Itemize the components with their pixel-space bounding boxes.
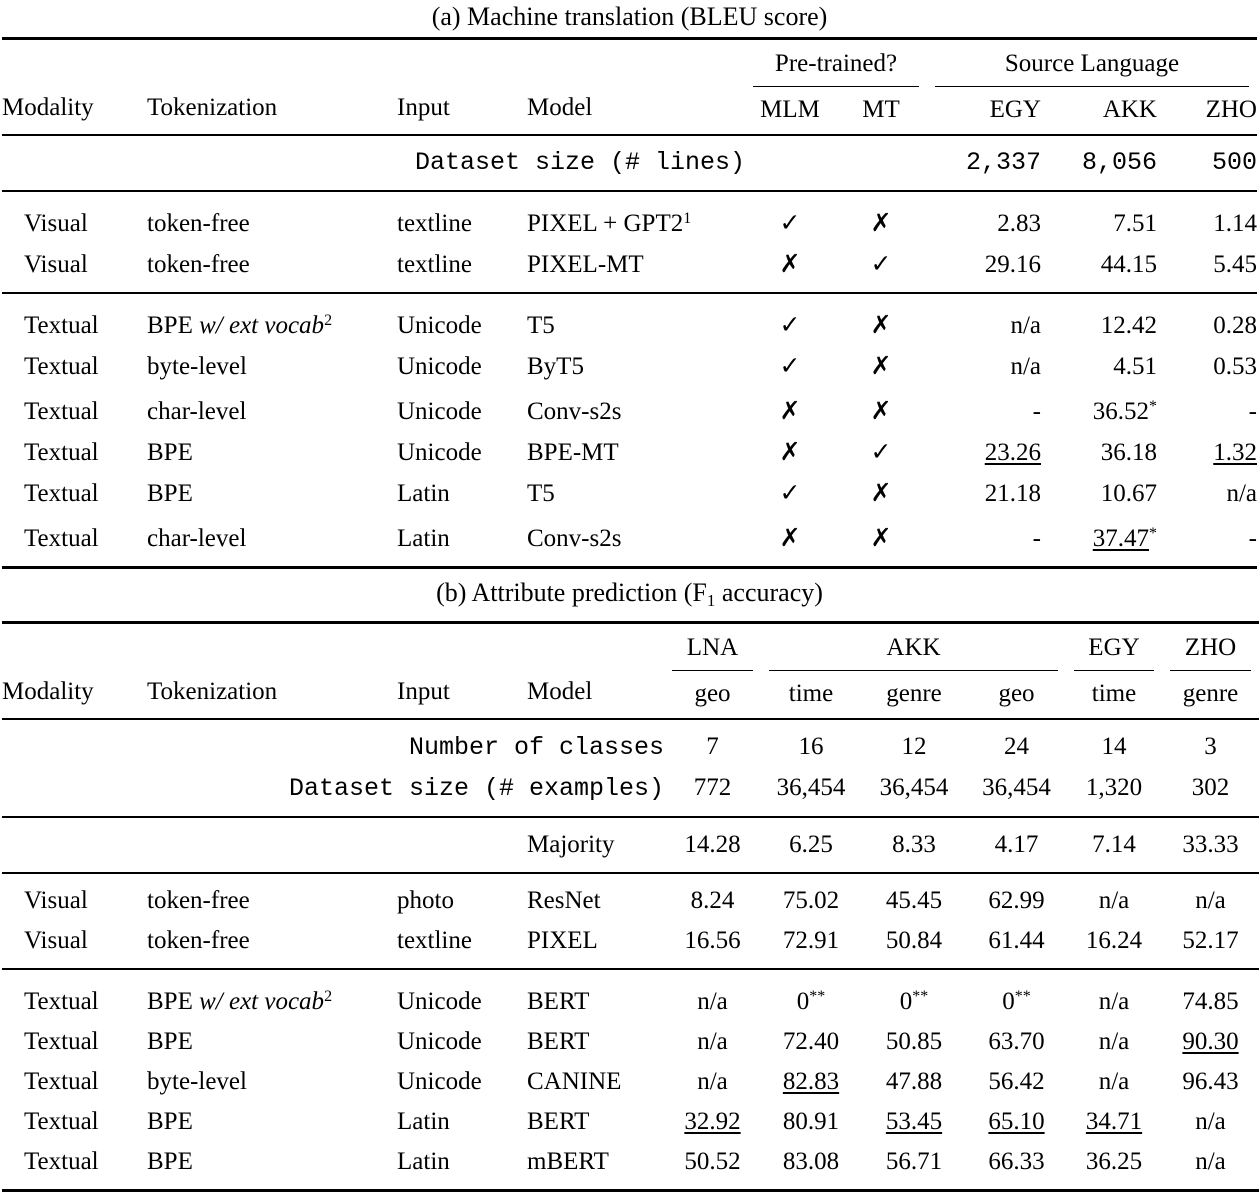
- cross-icon: ✗: [835, 473, 927, 514]
- cross-icon: ✗: [745, 387, 835, 432]
- cell-modality: Textual: [2, 1062, 147, 1102]
- table-b: [2, 621, 1259, 1192]
- cell-tokenization: BPE w/ ext vocab$^2$: [147, 977, 397, 1022]
- group-header-source-language-label: Source Language: [935, 47, 1249, 87]
- cell-egy-time: n/a: [1066, 881, 1162, 921]
- cell-akk-geo: 56.42: [967, 1062, 1066, 1102]
- cell-akk-geo: 62.99: [967, 881, 1066, 921]
- cell-modality: Visual: [2, 244, 147, 285]
- spacer: [2, 40, 1257, 47]
- col-header-akk: AKK: [1041, 87, 1157, 127]
- cell-tokenization: BPE: [147, 1102, 397, 1142]
- cross-icon: ✗: [835, 346, 927, 387]
- cell-input: Unicode: [397, 387, 527, 432]
- cell-model: Conv-s2s: [527, 514, 745, 559]
- number-of-classes-akk-geo: 24: [967, 727, 1066, 768]
- spacer: [2, 136, 1257, 143]
- cell-egy-time: n/a: [1066, 1022, 1162, 1062]
- cell-input: Unicode: [397, 1062, 527, 1102]
- spacer: [2, 711, 1259, 719]
- table-a-body: [2, 39, 1257, 570]
- cell-model: BPE-MT: [527, 432, 745, 473]
- table-row: [2, 387, 1257, 432]
- spacer: [2, 818, 1259, 825]
- cell-egy-time: n/a: [1066, 1062, 1162, 1102]
- cell-lna-geo: 8.24: [664, 881, 761, 921]
- cell-modality: Textual: [2, 1022, 147, 1062]
- table-row: [2, 1102, 1259, 1142]
- cell-model: Majority: [527, 825, 664, 865]
- cell-model: ByT5: [527, 346, 745, 387]
- cell-zho: n/a: [1157, 473, 1257, 514]
- cell-egy-time: 34.71: [1066, 1102, 1162, 1142]
- dataset-size-zho: 500: [1157, 143, 1257, 183]
- spacer: [2, 809, 1259, 817]
- cross-icon: ✗: [835, 514, 927, 559]
- cell-akk-time: 80.91: [761, 1102, 861, 1142]
- cell-modality: Visual: [2, 921, 147, 961]
- col-header-akk-geo: geo: [967, 671, 1066, 711]
- cell-akk-genre: 50.85: [861, 1022, 967, 1062]
- cell-zho: -: [1157, 514, 1257, 559]
- dataset-size-akk-geo: 36,454: [967, 768, 1066, 809]
- table-row: [2, 977, 1259, 1022]
- spacer: [2, 970, 1259, 977]
- cell-zho-genre: 74.85: [1162, 977, 1259, 1022]
- cell-akk-genre: 45.45: [861, 881, 967, 921]
- spacer: [2, 961, 1259, 969]
- dataset-size-akk-time: 36,454: [761, 768, 861, 809]
- cell-tokenization: token-free: [147, 921, 397, 961]
- cell-model: PIXEL: [527, 921, 664, 961]
- cell-modality: Visual: [2, 881, 147, 921]
- cell-akk-time: 75.02: [761, 881, 861, 921]
- spacer: [2, 183, 1257, 191]
- table-b-caption-pre: (b) Attribute prediction (F: [436, 578, 707, 607]
- table-a-group-header-row: [2, 47, 1257, 87]
- cell-akk-time: 72.91: [761, 921, 861, 961]
- cell-akk: 36.18: [1041, 432, 1157, 473]
- cross-icon: ✗: [745, 244, 835, 285]
- col-header-zho: ZHO: [1157, 87, 1257, 127]
- table-row: [2, 244, 1257, 285]
- cell-zho-genre: n/a: [1162, 881, 1259, 921]
- group-header-akk: [761, 631, 1066, 671]
- group-header-source-language: [927, 47, 1257, 87]
- cell-zho-genre: n/a: [1162, 1102, 1259, 1142]
- cell-model: mBERT: [527, 1142, 664, 1182]
- check-icon: ✓: [745, 199, 835, 244]
- cell-lna-geo: 16.56: [664, 921, 761, 961]
- group-header-zho-label: ZHO: [1170, 631, 1251, 671]
- cell-modality: Textual: [2, 977, 147, 1022]
- cell-zho-genre: 52.17: [1162, 921, 1259, 961]
- cell-egy-time: 16.24: [1066, 921, 1162, 961]
- cell-egy: -: [927, 387, 1041, 432]
- cell-input: Unicode: [397, 977, 527, 1022]
- dataset-size-label: Dataset size (# lines): [2, 143, 745, 183]
- group-header-akk-label: AKK: [769, 631, 1058, 671]
- check-icon: ✓: [835, 432, 927, 473]
- table-row: [2, 346, 1257, 387]
- cell-zho: 0.28: [1157, 301, 1257, 346]
- majority-zho-genre: 33.33: [1162, 825, 1259, 865]
- dataset-size-lna-geo: 772: [664, 768, 761, 809]
- table-row: [2, 199, 1257, 244]
- group-header-pretrained: [745, 47, 927, 87]
- cell-akk: 12.42: [1041, 301, 1157, 346]
- cross-icon: ✗: [835, 301, 927, 346]
- cell-model: T5: [527, 301, 745, 346]
- number-of-classes-lna-geo: 7: [664, 727, 761, 768]
- col-header-egy-time: time: [1066, 671, 1162, 711]
- cell-tokenization: token-free: [147, 244, 397, 285]
- cell-model: T5: [527, 473, 745, 514]
- table-b-body: [2, 623, 1259, 1192]
- col-header-akk-time: time: [761, 671, 861, 711]
- spacer: [2, 192, 1257, 199]
- cell-akk: 7.51: [1041, 199, 1157, 244]
- cell-lna-geo: 32.92: [664, 1102, 761, 1142]
- cell-akk-geo: 61.44: [967, 921, 1066, 961]
- table-row: [2, 921, 1259, 961]
- cell-egy: 2.83: [927, 199, 1041, 244]
- cell-model: BERT: [527, 977, 664, 1022]
- cell-egy: n/a: [927, 301, 1041, 346]
- cell-modality: Textual: [2, 1102, 147, 1142]
- table-row: [2, 881, 1259, 921]
- cell-egy-time: 36.25: [1066, 1142, 1162, 1182]
- dataset-size-zho-genre: 302: [1162, 768, 1259, 809]
- cell-akk-genre: 50.84: [861, 921, 967, 961]
- table-a-dataset-size-row: [2, 143, 1257, 183]
- cell-akk-time: 83.08: [761, 1142, 861, 1182]
- majority-lna-geo: 14.28: [664, 825, 761, 865]
- dataset-size-akk-genre: 36,454: [861, 768, 967, 809]
- cell-akk-genre: 0**: [861, 977, 967, 1022]
- check-icon: ✓: [745, 301, 835, 346]
- cell-zho-genre: 96.43: [1162, 1062, 1259, 1102]
- cell-tokenization: BPE: [147, 432, 397, 473]
- cell-tokenization: BPE: [147, 473, 397, 514]
- cell-model: PIXEL + $GPT2^1$: [527, 199, 745, 244]
- cross-icon: ✗: [745, 432, 835, 473]
- cell-egy: 21.18: [927, 473, 1041, 514]
- spacer: [2, 127, 1257, 135]
- col-header-modality: Modality: [2, 47, 147, 127]
- cell-tokenization: BPE w/ ext vocab$^2$: [147, 301, 397, 346]
- number-of-classes-label: Number of classes: [2, 727, 664, 768]
- cross-icon: ✗: [745, 514, 835, 559]
- cell-lna-geo: 50.52: [664, 1142, 761, 1182]
- number-of-classes-akk-time: 16: [761, 727, 861, 768]
- cell-tokenization: BPE: [147, 1022, 397, 1062]
- cell-tokenization: token-free: [147, 199, 397, 244]
- table-b-majority-row: [2, 825, 1259, 865]
- table-row: [2, 473, 1257, 514]
- majority-akk-geo: 4.17: [967, 825, 1066, 865]
- col-header-input: Input: [397, 47, 527, 127]
- cell-akk-genre: 53.45: [861, 1102, 967, 1142]
- cell-input: Latin: [397, 1102, 527, 1142]
- check-icon: ✓: [745, 346, 835, 387]
- table-b-number-of-classes-row: [2, 727, 1259, 768]
- cell-lna-geo: n/a: [664, 1062, 761, 1102]
- spacer: [2, 294, 1257, 301]
- table-b-group-header-row: [2, 631, 1259, 671]
- table-b-caption-post: accuracy): [715, 578, 823, 607]
- cell-egy: 29.16: [927, 244, 1041, 285]
- cell-model: BERT: [527, 1022, 664, 1062]
- col-header-input: Input: [397, 631, 527, 711]
- col-header-tokenization: Tokenization: [147, 47, 397, 127]
- spacer: [2, 1182, 1259, 1191]
- table-row: [2, 514, 1257, 559]
- cell-input: textline: [397, 199, 527, 244]
- cell-akk-geo: 0**: [967, 977, 1066, 1022]
- cell-zho: 1.32: [1157, 432, 1257, 473]
- dataset-size-akk: 8,056: [1041, 143, 1157, 183]
- cell-lna-geo: n/a: [664, 977, 761, 1022]
- col-header-lna-geo: geo: [664, 671, 761, 711]
- cell-akk-geo: 65.10: [967, 1102, 1066, 1142]
- dataset-size-egy-time: 1,320: [1066, 768, 1162, 809]
- group-header-lna-label: LNA: [672, 631, 753, 671]
- spacer: [2, 285, 1257, 293]
- group-header-lna: [664, 631, 761, 671]
- cell-modality: Textual: [2, 514, 147, 559]
- table-b-caption-subscript: 1: [707, 591, 716, 610]
- cell-akk-genre: 56.71: [861, 1142, 967, 1182]
- cell-zho-genre: n/a: [1162, 1142, 1259, 1182]
- cell-modality: Textual: [2, 473, 147, 514]
- cell-zho: 5.45: [1157, 244, 1257, 285]
- cell-akk: 44.15: [1041, 244, 1157, 285]
- col-header-akk-genre: genre: [861, 671, 967, 711]
- cell-tokenization: byte-level: [147, 1062, 397, 1102]
- cell-egy: -: [927, 514, 1041, 559]
- table-row: [2, 1022, 1259, 1062]
- cell-akk-genre: 47.88: [861, 1062, 967, 1102]
- cell-akk-time: 82.83: [761, 1062, 861, 1102]
- table-b-caption: [2, 569, 1257, 621]
- col-header-model: Model: [527, 47, 745, 127]
- cell-model: Conv-s2s: [527, 387, 745, 432]
- dataset-size-egy: 2,337: [927, 143, 1041, 183]
- cell-input: Unicode: [397, 1022, 527, 1062]
- number-of-classes-zho-genre: 3: [1162, 727, 1259, 768]
- cell-akk: 10.67: [1041, 473, 1157, 514]
- cell-zho: 0.53: [1157, 346, 1257, 387]
- number-of-classes-akk-genre: 12: [861, 727, 967, 768]
- cell-tokenization: byte-level: [147, 346, 397, 387]
- spacer: [2, 624, 1259, 631]
- col-header-tokenization: Tokenization: [147, 631, 397, 711]
- cell-tokenization: token-free: [147, 881, 397, 921]
- majority-akk-time: 6.25: [761, 825, 861, 865]
- table-a: [2, 37, 1257, 569]
- cell-akk-geo: 63.70: [967, 1022, 1066, 1062]
- cell-lna-geo: n/a: [664, 1022, 761, 1062]
- cell-input: textline: [397, 244, 527, 285]
- cell-input: Unicode: [397, 432, 527, 473]
- cell-model: CANINE: [527, 1062, 664, 1102]
- cell-input: photo: [397, 881, 527, 921]
- spacer: [2, 720, 1259, 727]
- col-header-mlm: MLM: [745, 87, 835, 127]
- cross-icon: ✗: [835, 387, 927, 432]
- cell-input: Unicode: [397, 346, 527, 387]
- group-header-egy: [1066, 631, 1162, 671]
- cell-zho: 1.14: [1157, 199, 1257, 244]
- table-row: [2, 432, 1257, 473]
- cell-tokenization: BPE: [147, 1142, 397, 1182]
- table-row: [2, 1062, 1259, 1102]
- cell-input: Latin: [397, 1142, 527, 1182]
- col-header-egy: EGY: [927, 87, 1041, 127]
- cell-modality: Textual: [2, 301, 147, 346]
- check-icon: ✓: [745, 473, 835, 514]
- col-header-mt: MT: [835, 87, 927, 127]
- cell-egy: 23.26: [927, 432, 1041, 473]
- check-icon: ✓: [835, 244, 927, 285]
- cell-akk: 37.47*: [1041, 514, 1157, 559]
- table-b-dataset-size-row: [2, 768, 1259, 809]
- cell-model: ResNet: [527, 881, 664, 921]
- majority-egy-time: 7.14: [1066, 825, 1162, 865]
- table-row: [2, 301, 1257, 346]
- group-header-egy-label: EGY: [1074, 631, 1154, 671]
- dataset-size-label: Dataset size (# examples): [2, 768, 664, 809]
- col-header-zho-genre: genre: [1162, 671, 1259, 711]
- table-a-caption: (a) Machine translation (BLEU score): [2, 0, 1257, 37]
- cell-modality: Visual: [2, 199, 147, 244]
- table-row: [2, 1142, 1259, 1182]
- cell-tokenization: char-level: [147, 514, 397, 559]
- spacer: [2, 874, 1259, 881]
- cell-input: textline: [397, 921, 527, 961]
- cell-akk-geo: 66.33: [967, 1142, 1066, 1182]
- cell-input: Latin: [397, 514, 527, 559]
- cell-modality: Textual: [2, 346, 147, 387]
- spacer: [2, 865, 1259, 873]
- majority-akk-genre: 8.33: [861, 825, 967, 865]
- cell-zho: -: [1157, 387, 1257, 432]
- group-header-zho: [1162, 631, 1259, 671]
- cell-akk-time: 0**: [761, 977, 861, 1022]
- cell-modality: Textual: [2, 432, 147, 473]
- cell-egy-time: n/a: [1066, 977, 1162, 1022]
- col-header-modality: Modality: [2, 631, 147, 711]
- cell-input: Latin: [397, 473, 527, 514]
- cell-zho-genre: 90.30: [1162, 1022, 1259, 1062]
- spacer: [2, 559, 1257, 568]
- cell-akk: 4.51: [1041, 346, 1157, 387]
- cell-modality: Textual: [2, 1142, 147, 1182]
- cell-akk-time: 72.40: [761, 1022, 861, 1062]
- col-header-model: Model: [527, 631, 664, 711]
- cell-model: BERT: [527, 1102, 664, 1142]
- cell-model: PIXEL-MT: [527, 244, 745, 285]
- group-header-pretrained-label: Pre-trained?: [753, 47, 919, 87]
- cell-tokenization: char-level: [147, 387, 397, 432]
- number-of-classes-egy-time: 14: [1066, 727, 1162, 768]
- cell-modality: Textual: [2, 387, 147, 432]
- cross-icon: ✗: [835, 199, 927, 244]
- cell-input: Unicode: [397, 301, 527, 346]
- cell-egy: n/a: [927, 346, 1041, 387]
- cell-akk: 36.52*: [1041, 387, 1157, 432]
